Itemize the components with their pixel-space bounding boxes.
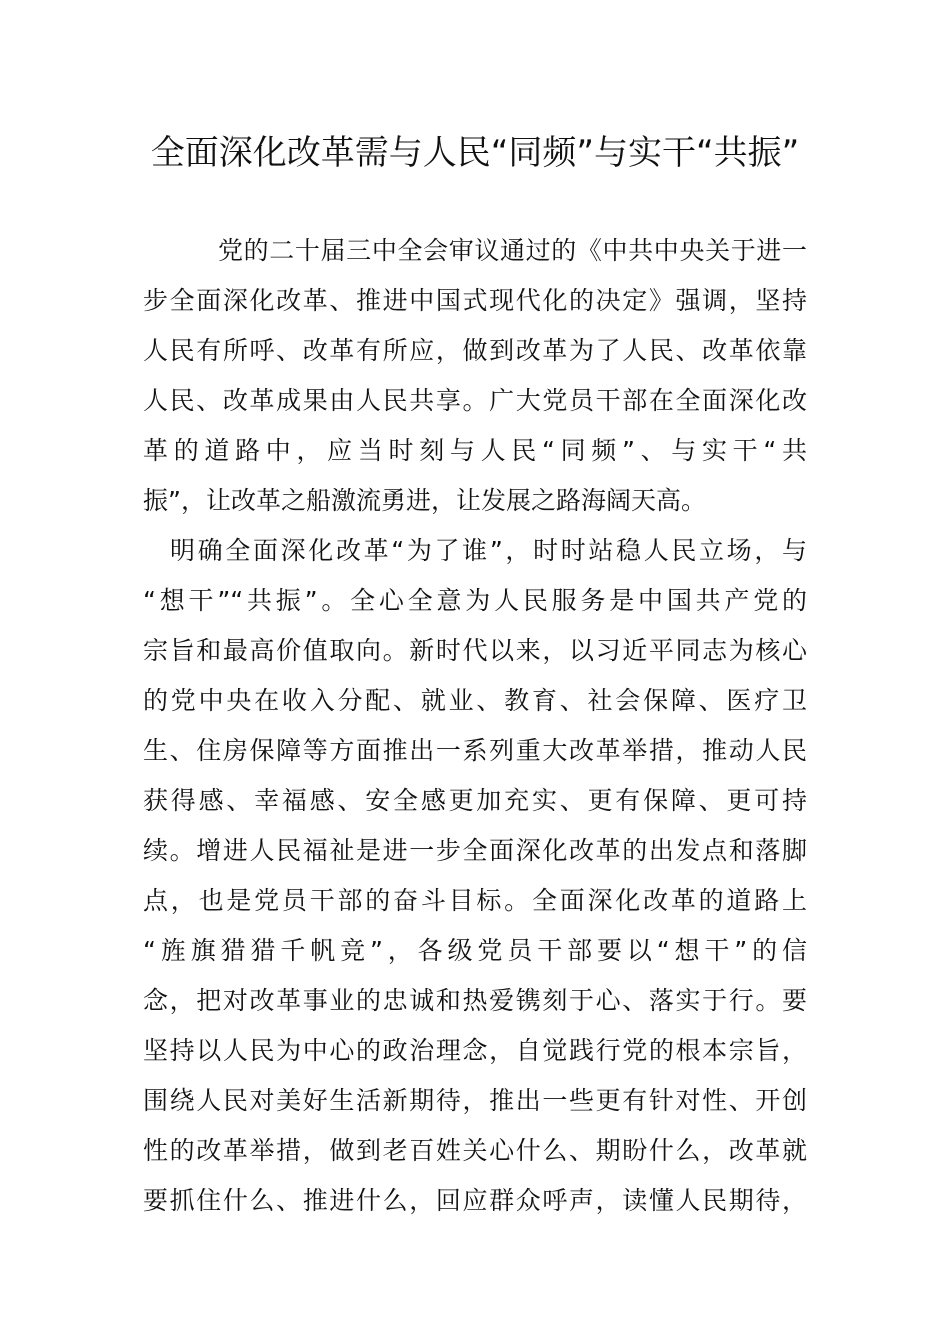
paragraph-line: 的党中央在收入分配、就业、教育、社会保障、医疗卫 <box>143 686 807 715</box>
paragraph-line: 生、住房保障等方面推出一系列重大改革举措，推动人民 <box>143 736 807 765</box>
paragraph-line: 步全面深化改革、推进中国式现代化的决定》强调，坚持 <box>143 286 807 315</box>
paragraph-line: “旌旗猎猎千帆竞”，各级党员干部要以“想干”的信 <box>143 936 807 965</box>
paragraph-line: 续。增进人民福祉是进一步全面深化改革的出发点和落脚 <box>143 836 807 865</box>
paragraph-line: 围绕人民对美好生活新期待，推出一些更有针对性、开创 <box>143 1086 807 1115</box>
paragraph-line: 人民有所呼、改革有所应，做到改革为了人民、改革依靠 <box>143 336 807 365</box>
paragraph-line: 获得感、幸福感、安全感更加充实、更有保障、更可持 <box>143 786 807 815</box>
paragraph-line: “想干”“共振”。全心全意为人民服务是中国共产党的 <box>143 586 807 615</box>
paragraph-line: 点，也是党员干部的奋斗目标。全面深化改革的道路上 <box>143 886 807 915</box>
paragraph-line: 明确全面深化改革“为了谁”，时时站稳人民立场，与 <box>170 536 807 565</box>
paragraph-line: 党的二十届三中全会审议通过的《中共中央关于进一 <box>218 236 807 265</box>
paragraph-line: 人民、改革成果由人民共享。广大党员干部在全面深化改 <box>143 386 807 415</box>
document-title: 全面深化改革需与人民“同频”与实干“共振” <box>150 133 800 173</box>
paragraph-line: 坚持以人民为中心的政治理念，自觉践行党的根本宗旨， <box>143 1036 807 1065</box>
paragraph-line: 振”，让改革之船激流勇进，让发展之路海阔天高。 <box>143 486 706 515</box>
paragraph-line: 念，把对改革事业的忠诚和热爱镌刻于心、落实于行。要 <box>143 986 807 1015</box>
paragraph-line: 性的改革举措，做到老百姓关心什么、期盼什么，改革就 <box>143 1136 807 1165</box>
paragraph-line: 要抓住什么、推进什么，回应群众呼声，读懂人民期待， <box>143 1186 807 1215</box>
paragraph-line: 革的道路中，应当时刻与人民“同频”、与实干“共 <box>143 436 807 465</box>
paragraph-line: 宗旨和最高价值取向。新时代以来，以习近平同志为核心 <box>143 636 807 665</box>
